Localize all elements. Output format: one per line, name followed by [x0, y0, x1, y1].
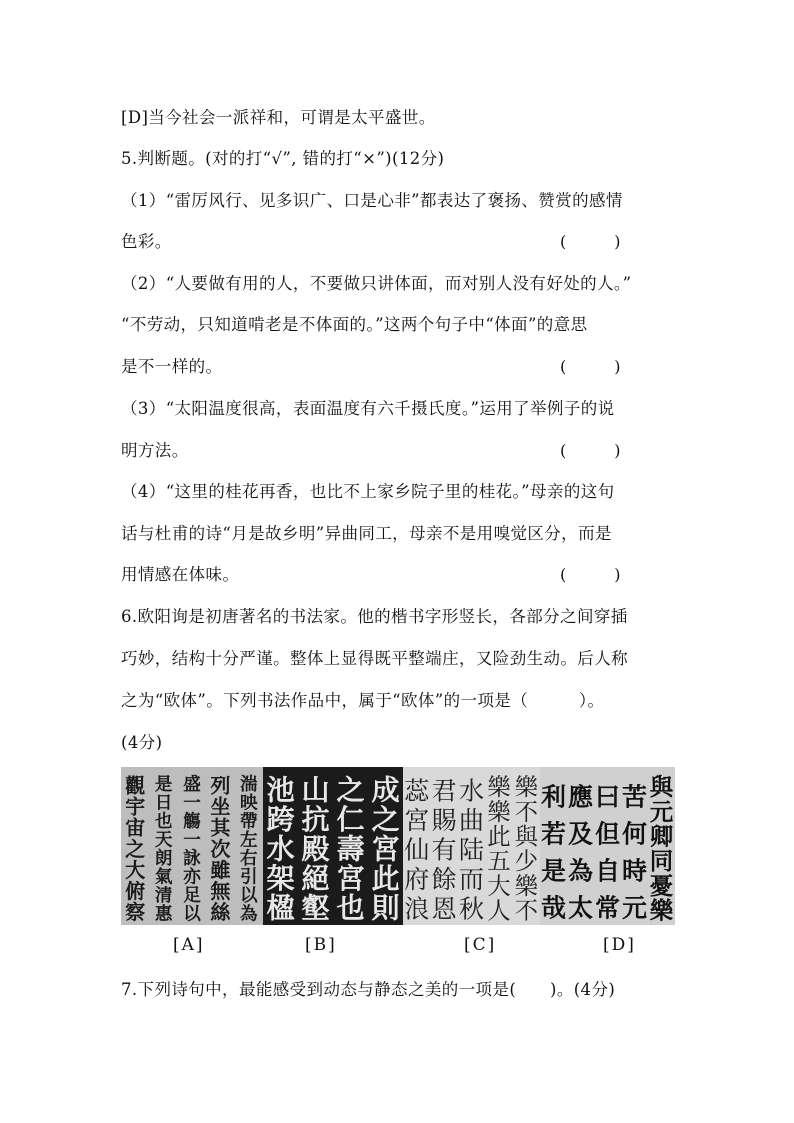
calligraphy-char: 跨	[266, 802, 295, 836]
calligraphy-char: 俯	[125, 879, 146, 904]
calligraphy-char: 無	[210, 879, 231, 904]
calligraphy-char: 同	[649, 847, 674, 876]
calligraphy-char: 池	[266, 773, 295, 807]
calligraphy-char: 時	[622, 856, 647, 886]
calligraphy-b-svg	[263, 767, 403, 925]
calligraphy-char: 山	[301, 773, 330, 807]
calligraphy-char: 左	[240, 830, 258, 851]
calligraphy-char: 雖	[210, 857, 231, 882]
calligraphy-char: 利	[541, 782, 566, 812]
calligraphy-char: 少	[514, 847, 539, 876]
calligraphy-char: 映	[240, 793, 258, 814]
calligraphy-char: 之	[371, 802, 400, 836]
calligraphy-char: 抗	[301, 802, 330, 836]
calligraphy-char: 宮	[336, 862, 365, 896]
calligraphy-char: 樂	[487, 773, 511, 802]
calligraphy-char: 亦	[183, 867, 201, 888]
calligraphy-char: 帶	[240, 812, 258, 833]
calligraphy-char: 是	[154, 775, 173, 796]
calligraphy-char: 詠	[183, 849, 201, 870]
calligraphy-c-svg	[403, 767, 540, 925]
calligraphy-char: 常	[595, 893, 620, 923]
calligraphy-char: 曰	[595, 782, 620, 812]
calligraphy-char: 不	[514, 797, 539, 826]
option-b-label[interactable]: [B]	[305, 935, 337, 955]
calligraphy-char: 憂	[649, 871, 674, 900]
calligraphy-char: 為	[568, 856, 593, 886]
calligraphy-char: 此	[371, 862, 400, 896]
calligraphy-char: 絲	[210, 900, 231, 925]
calligraphy-char: 也	[336, 891, 365, 925]
calligraphy-char: 大	[487, 871, 511, 900]
q5-item-1-line-2: 色彩。	[121, 232, 172, 251]
calligraphy-char: 盛	[183, 775, 201, 796]
calligraphy-char: 與	[649, 773, 674, 802]
calligraphy-char: 足	[183, 886, 201, 907]
calligraphy-char: 為	[240, 904, 258, 925]
calligraphy-char: 恩	[431, 894, 457, 924]
calligraphy-char: 此	[487, 822, 511, 851]
calligraphy-char: 朗	[154, 849, 173, 870]
calligraphy-char: 壽	[336, 832, 365, 866]
calligraphy-char: 觴	[183, 812, 201, 833]
calligraphy-char: 坐	[210, 794, 231, 819]
calligraphy-char: 引	[240, 867, 258, 888]
calligraphy-char: 樂	[514, 773, 539, 802]
calligraphy-char: 自	[595, 856, 620, 886]
calligraphy-char: 君	[431, 776, 457, 806]
calligraphy-char: 人	[487, 896, 511, 925]
q5-item-1-blank[interactable]: ( )	[560, 232, 621, 251]
calligraphy-char: 絕	[301, 862, 330, 896]
calligraphy-char: 仁	[336, 802, 365, 836]
calligraphy-char: 大	[125, 857, 146, 882]
q5-item-3-line-2: 明方法。	[121, 441, 189, 460]
calligraphy-char: 以	[183, 904, 201, 925]
calligraphy-char: 楹	[266, 891, 295, 925]
calligraphy-char: 架	[266, 862, 295, 896]
calligraphy-char: 而	[458, 865, 485, 895]
q5-item-4-line-1: （4）“这里的桂花再香，也比不上家乡院子里的桂花。”母亲的这句	[121, 482, 615, 501]
calligraphy-char: 觀	[125, 773, 146, 798]
question-6-line-3: 之为“欧体”。下列书法作品中，属于“欧体”的一项是（ ）。	[121, 691, 605, 710]
q5-item-4-line-2: 话与杜甫的诗“月是故乡明”异曲同工，母亲不是用嗅觉区分，而是	[121, 524, 612, 543]
option-c-label[interactable]: [C]	[464, 935, 497, 955]
calligraphy-char: 曲	[458, 805, 485, 835]
q5-item-2-line-1: （2）“人要做有用的人，不要做只讲体面，而对别人没有好处的人。”	[121, 274, 632, 293]
calligraphy-image-c[interactable]	[403, 767, 540, 925]
calligraphy-char: 水	[266, 832, 295, 866]
calligraphy-char: 次	[210, 836, 231, 861]
question-6-line-2: 巧妙，结构十分严谨。整体上显得既平整端庄，又险劲生动。后人称	[121, 649, 628, 668]
question-6-line-1: 6.欧阳询是初唐著名的书法家。他的楷书字形竖长，各部分之间穿插	[121, 607, 628, 626]
calligraphy-char: 賜	[431, 805, 457, 835]
question-7-title: 7.下列诗句中，最能感受到动态与静态之美的一项是( )。(4分)	[121, 980, 616, 999]
calligraphy-char: 以	[240, 886, 258, 907]
calligraphy-char: 右	[240, 849, 258, 870]
calligraphy-char: 一	[183, 830, 201, 851]
calligraphy-char: 之	[336, 773, 365, 807]
calligraphy-char: 殿	[301, 832, 330, 866]
calligraphy-char: 察	[125, 900, 146, 925]
q5-item-2-blank[interactable]: ( )	[560, 357, 621, 376]
q5-item-4-blank[interactable]: ( )	[560, 565, 621, 584]
calligraphy-char: 府	[404, 865, 430, 895]
question-6-score: (4分)	[121, 733, 163, 752]
calligraphy-char: 樂	[514, 871, 539, 900]
calligraphy-char: 其	[210, 815, 231, 840]
calligraphy-image-b[interactable]	[263, 767, 403, 925]
calligraphy-char: 氣	[154, 867, 173, 888]
calligraphy-char: 宙	[125, 815, 146, 840]
calligraphy-char: 浪	[404, 894, 430, 924]
q5-item-1-line-1: （1）“雷厉风行、见多识广、口是心非”都表达了褒扬、赞赏的感情	[121, 191, 623, 210]
calligraphy-char: 餘	[431, 865, 457, 895]
calligraphy-char: 日	[154, 793, 173, 814]
calligraphy-char: 仙	[404, 835, 430, 865]
calligraphy-char: 壑	[301, 891, 330, 925]
q5-item-3-line-1: （3）“太阳温度很高，表面温度有六千摄氏度。”运用了举例子的说	[121, 399, 615, 418]
q5-item-2-line-3: 是不一样的。	[121, 357, 223, 376]
q5-item-4-line-3: 用情感在体味。	[121, 565, 240, 584]
calligraphy-char: 也	[154, 812, 173, 833]
calligraphy-char: 苦	[622, 782, 647, 812]
calligraphy-char: 不	[514, 896, 539, 925]
calligraphy-char: 與	[514, 822, 539, 851]
calligraphy-char: 卿	[649, 822, 674, 851]
calligraphy-char: 秋	[458, 894, 485, 924]
calligraphy-char: 清	[154, 886, 173, 907]
option-d-label[interactable]: [D]	[603, 935, 636, 955]
calligraphy-char: 湍	[240, 775, 258, 796]
calligraphy-image-a[interactable]	[121, 767, 263, 925]
calligraphy-char: 何	[622, 819, 647, 849]
calligraphy-char: 惠	[154, 904, 173, 925]
calligraphy-char: 哉	[541, 893, 566, 923]
calligraphy-char: 及	[568, 819, 593, 849]
calligraphy-char: 水	[458, 776, 485, 806]
calligraphy-char: 樂	[649, 896, 674, 925]
calligraphy-char: 宮	[371, 832, 400, 866]
calligraphy-char: 宇	[125, 794, 146, 819]
calligraphy-image-d[interactable]	[540, 767, 675, 925]
calligraphy-a-svg	[121, 767, 263, 925]
q5-item-2-line-2: “不劳动，只知道啃老是不体面的。”这两个句子中“体面”的意思	[121, 315, 588, 334]
calligraphy-char: 一	[183, 793, 201, 814]
q5-item-3-blank[interactable]: ( )	[560, 441, 621, 460]
calligraphy-char: 則	[371, 891, 400, 925]
calligraphy-char: 蕊	[404, 776, 430, 806]
option-a-label[interactable]: [A]	[173, 935, 205, 955]
calligraphy-char: 應	[568, 782, 593, 812]
text-line-d-option: [D]当今社会一派祥和，可谓是太平盛世。	[121, 108, 436, 127]
calligraphy-char: 樂	[487, 797, 511, 826]
calligraphy-char: 元	[622, 893, 647, 923]
calligraphy-char: 列	[210, 773, 231, 798]
calligraphy-char: 有	[431, 835, 457, 865]
calligraphy-char: 五	[487, 847, 511, 876]
calligraphy-char: 是	[541, 856, 566, 886]
calligraphy-char: 宮	[404, 805, 430, 835]
question-5-title: 5.判断题。(对的打“√”, 错的打“×”)(12分)	[121, 149, 445, 168]
calligraphy-char: 元	[649, 797, 674, 826]
calligraphy-d-svg	[540, 767, 675, 925]
calligraphy-char: 太	[568, 893, 593, 923]
calligraphy-char: 陆	[458, 835, 485, 865]
calligraphy-char: 但	[595, 819, 620, 849]
calligraphy-char: 若	[541, 819, 566, 849]
calligraphy-char: 成	[371, 773, 400, 807]
calligraphy-char: 之	[125, 836, 146, 861]
calligraphy-char: 天	[154, 830, 173, 851]
